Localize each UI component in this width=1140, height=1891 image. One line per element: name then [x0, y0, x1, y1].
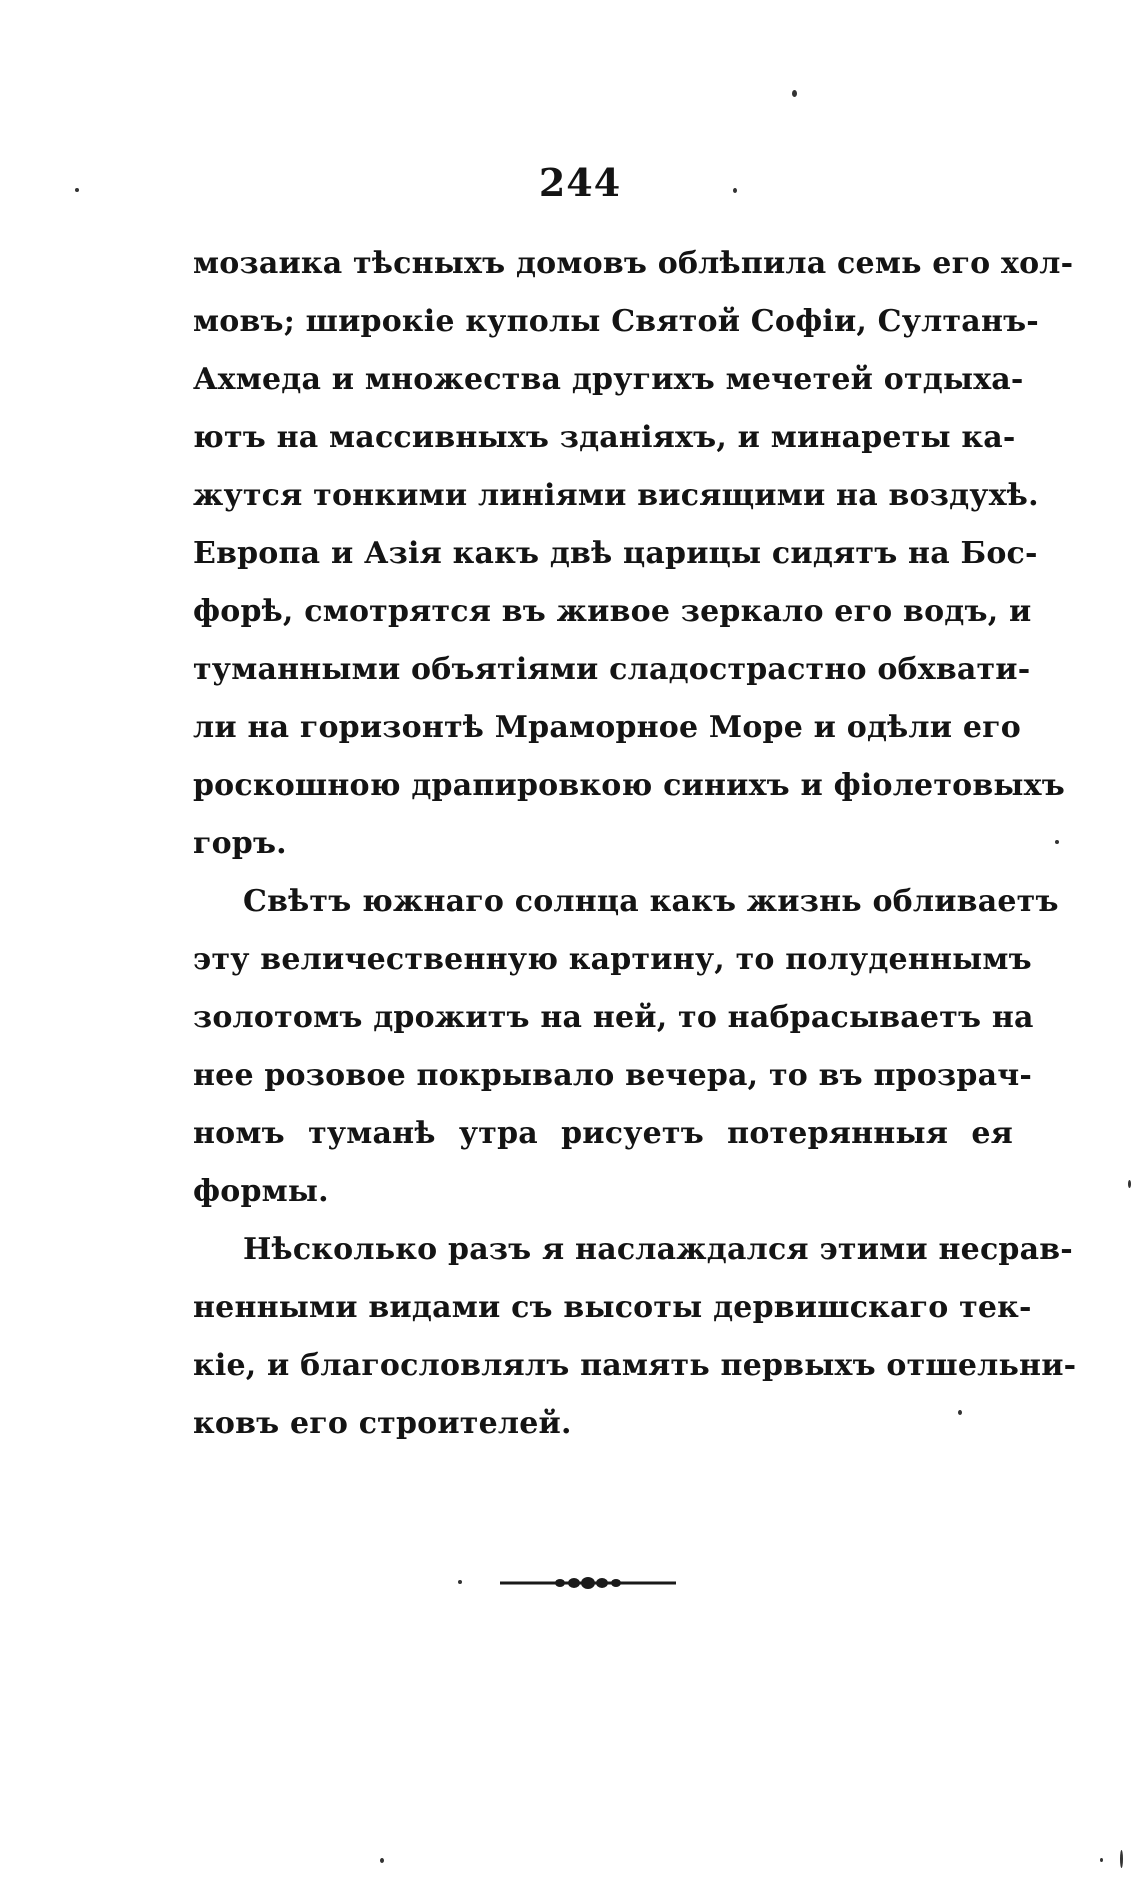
text-line: форѣ, смотрятся въ живое зеркало его водъ, и [193, 594, 1032, 629]
text-line: ненными видами съ высоты дервишскаго тек- [193, 1290, 1032, 1325]
page-number: 244 [538, 160, 622, 205]
scan-speck [1120, 1850, 1123, 1868]
text-line: Европа и Азія какъ двѣ царицы сидятъ на Бос- [193, 536, 1038, 571]
scan-speck [792, 90, 797, 97]
text-line: роскошною драпировкою синихъ и фіолетовыхъ [193, 768, 1065, 803]
scan-speck [1100, 1858, 1103, 1862]
scan-speck [958, 1410, 962, 1415]
text-line: ютъ на массивныхъ зданіяхъ, и минареты ка- [193, 420, 1016, 455]
text-line: горъ. [193, 826, 287, 861]
body-text [193, 235, 1077, 1453]
text-line: эту величественную картину, то полуденнымъ [193, 942, 1032, 977]
text-line: Свѣтъ южнаго солнца какъ жизнь обливаетъ [243, 884, 1059, 919]
scan-speck [75, 188, 79, 192]
text-line: номъ туманѣ утра рисуетъ потерянныя ея [193, 1116, 1013, 1151]
text-line: кіе, и благословлялъ память первыхъ отшельни- [193, 1348, 1077, 1383]
scan-speck [458, 1580, 462, 1584]
text-line: ли на горизонтѣ Мраморное Море и одѣли его [193, 710, 1021, 745]
text-line: туманными объятіями сладострастно обхвати- [193, 652, 1031, 687]
text-line: Ахмеда и множества другихъ мечетей отдыха- [193, 362, 1024, 397]
text-line: формы. [193, 1174, 329, 1209]
scan-speck [380, 1858, 384, 1863]
text-line: нее розовое покрывало вечера, то въ прозрач- [193, 1058, 1033, 1093]
text-line: мозаика тѣсныхъ домовъ облѣпила семь его хол- [193, 246, 1074, 281]
text-line: жутся тонкими линіями висящими на воздухѣ. [193, 478, 1039, 513]
text-line: золотомъ дрожитъ на ней, то набрасываетъ на [193, 1000, 1034, 1035]
text-line: мовъ; широкіе куполы Святой Софіи, Султанъ- [193, 304, 1039, 339]
text-line: ковъ его строителей. [193, 1406, 572, 1441]
end-ornament [500, 1576, 676, 1590]
scan-speck [733, 188, 737, 193]
scan-speck [1055, 840, 1059, 844]
text-line: Нѣсколько разъ я наслаждался этими несрав- [243, 1232, 1073, 1267]
scan-speck [1128, 1180, 1131, 1188]
